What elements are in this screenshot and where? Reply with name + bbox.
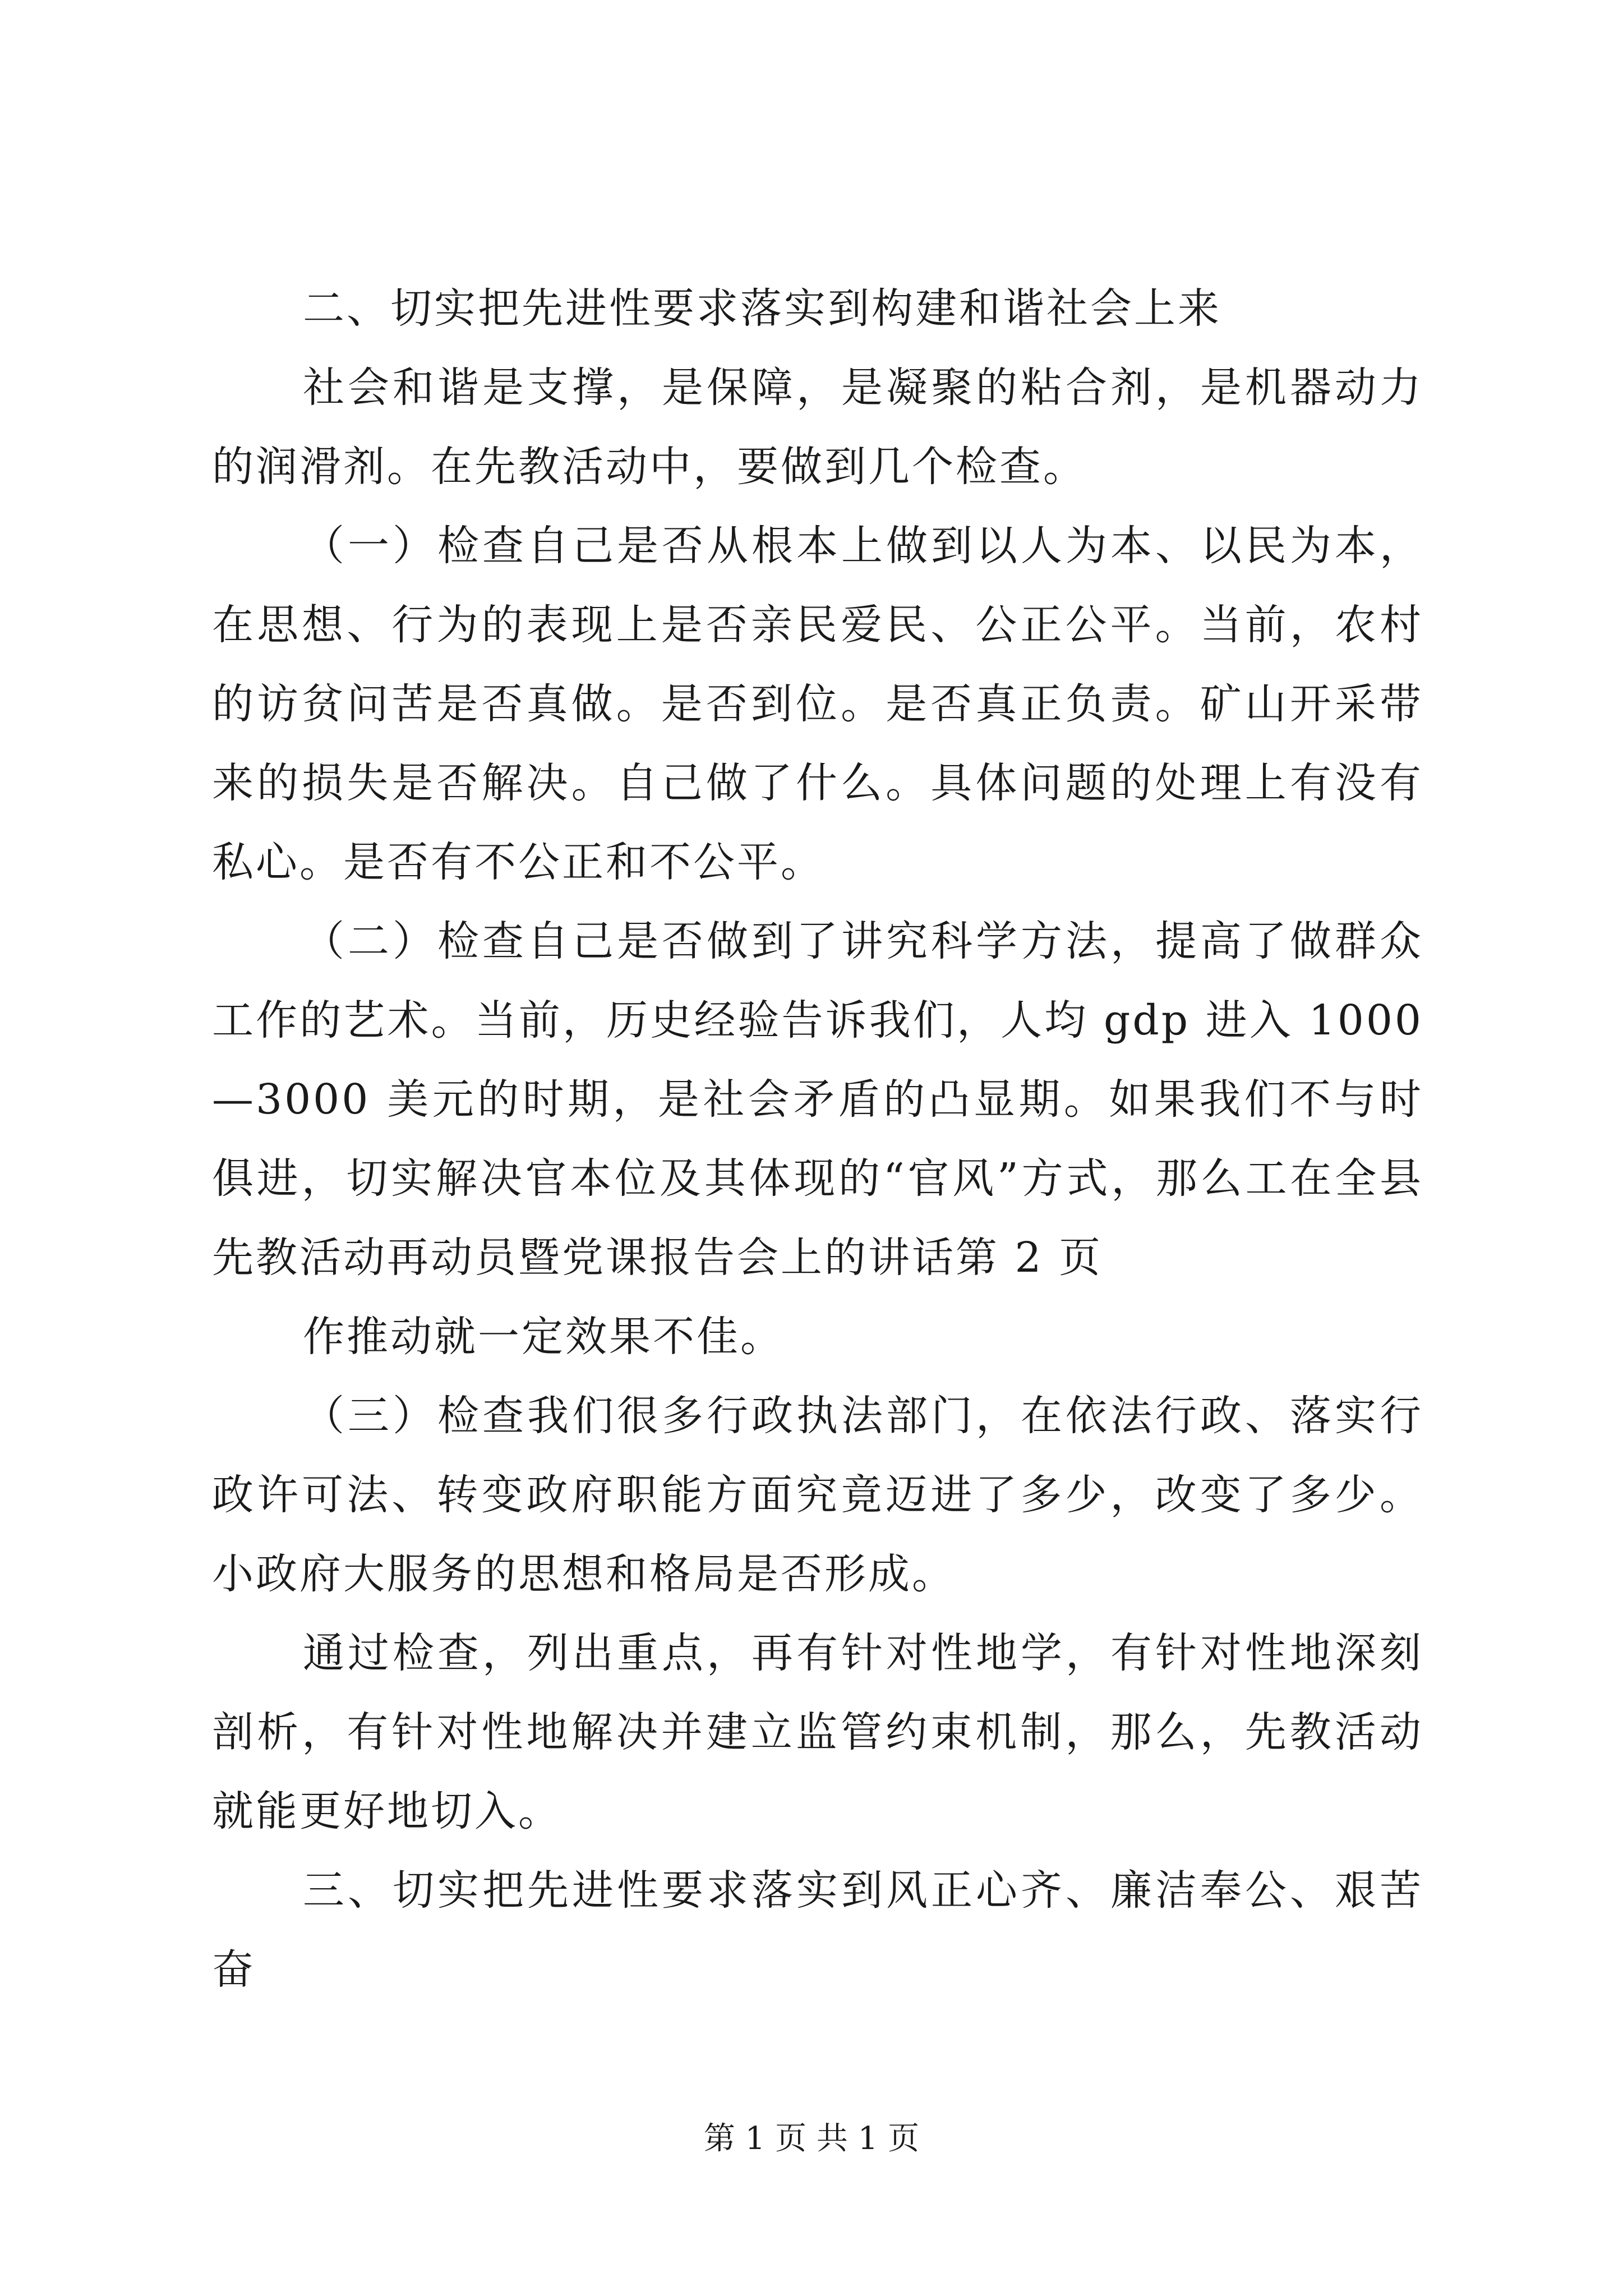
paragraph-check-3: （三）检查我们很多行政执法部门，在依法行政、落实行政许可法、转变政府职能方面究竟迈进了多少，改变了多少。小政府大服务的思想和格局是否形成。 [212,1392,1423,1598]
document-body [212,269,1423,2009]
paragraph-harmony: 社会和谐是支撑，是保障，是凝聚的粘合剂，是机器动力的润滑剂。在先教活动中，要做到几个检查。 [212,364,1423,491]
paragraph-check-2: （二）检查自己是否做到了讲究科学方法，提高了做群众工作的艺术。当前，历史经验告诉我们，人均 gdp 进入 1000—3000 美元的时期，是社会矛盾的凸显期。如果我们不与时俱进，切实解决官本位及其体现的“官风”方式，那么工在全县先教活动再动员暨党课报告会上的讲话第 2 页 [212,917,1424,1282]
section-heading-2: 二、切实把先进性要求落实到构建和谐社会上来 [303,284,1221,333]
section-heading-3: 三、切实把先进性要求落实到风正心齐、廉洁奉公、艰苦奋 [212,1866,1423,1994]
paragraph-continuation: 作推动就一定效果不佳。 [303,1313,784,1361]
paragraph-check-1: （一）检查自己是否从根本上做到以人为本、以民为本，在思想、行为的表现上是否亲民爱民、公正公平。当前，农村的访贫问苦是否真做。是否到位。是否真正负责。矿山开采带来的损失是否解决。自己做了什么。具体问题的处理上有没有私心。是否有不公正和不公平。 [212,522,1423,886]
page-footer: 第 1 页 共 1 页 [703,2120,920,2157]
paragraph-summary: 通过检查，列出重点，再有针对性地学，有针对性地深刻剖析，有针对性地解决并建立监管约束机制，那么，先教活动就能更好地切入。 [212,1629,1423,1835]
